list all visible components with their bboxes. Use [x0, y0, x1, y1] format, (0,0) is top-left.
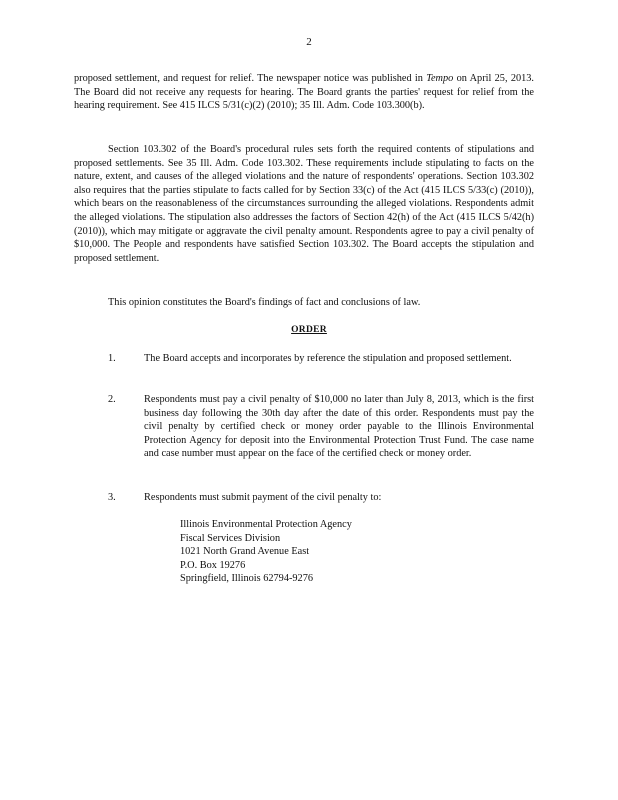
paragraph-text: Section 103.302 of the Board's procedural rules sets forth the required contents of stipulations and proposed settlements. See 35 Ill. Adm. Code 103.302. These requirements include stipulating to facts on the nature, extent, and causes of the alleged violations and the nature of respondents' operations. Section 103.302 also requires that the parties stipulate to facts called for by Section 33(c) of the Act (415 ILCS 5/33(c) (2010)), which bears on the reasonableness of the circumstances surrounding the alleged violations. Respondents admit the alleged violations. The stipulation also addresses the factors of Section 42(h) of the Act (415 ILCS 5/42(h) (2010)), which may mitigate or aggravate the civil penalty amount. Respondents agree to pay a civil penalty of $10,000. The People and respondents have satisfied Section 103.302. The Board accepts the stipulation and proposed settlement.: [74, 144, 534, 264]
paragraph-procedural-rules: [74, 143, 534, 265]
order-item-number: 1.: [108, 353, 116, 364]
order-heading: ORDER: [291, 325, 327, 335]
paragraph-notice: [74, 72, 534, 113]
paragraph-findings: [108, 296, 534, 310]
paragraph-text: proposed settlement, and request for relief. The newspaper notice was published in: [74, 73, 427, 84]
page-number: 2: [306, 36, 312, 48]
address-line: 1021 North Grand Avenue East: [180, 546, 310, 558]
order-item-text: Respondents must submit payment of the civil penalty to:: [144, 492, 382, 503]
paragraph-text: on April 25, 2013. The Board did not receive any requests for hearing. The Board grants the parties' request for relief from the hearing requirement. See 415 ILCS 5/31(c)(2) (2010); 35 Ill. Adm. Code 103.300(b).: [74, 73, 534, 112]
order-item-number: 2.: [108, 394, 116, 405]
paragraph-text: This opinion constitutes the Board's findings of fact and conclusions of law.: [108, 297, 421, 308]
address-line: Springfield, Illinois 62794-9276: [180, 573, 313, 585]
payment-address: [180, 518, 480, 586]
address-line: P.O. Box 19276: [180, 559, 246, 571]
newspaper-name: Tempo: [426, 73, 454, 84]
address-line: Illinois Environmental Protection Agency: [180, 519, 352, 530]
order-item-text: Respondents must pay a civil penalty of $10,000 no later than July 8, 2013, which is the first business day following the 30th day after the date of this order. Respondents must pay the civil penalty by certified check or money order payable to the Illinois Environmental Protection Agency for deposit into the Environmental Protection Trust Fund. The case name and case number must appear on the face of the certified check or money order.: [144, 394, 534, 460]
address-line: Fiscal Services Division: [180, 532, 281, 544]
order-item-number: 3.: [108, 492, 116, 503]
order-item-text: The Board accepts and incorporates by reference the stipulation and proposed settlement.: [144, 353, 512, 364]
